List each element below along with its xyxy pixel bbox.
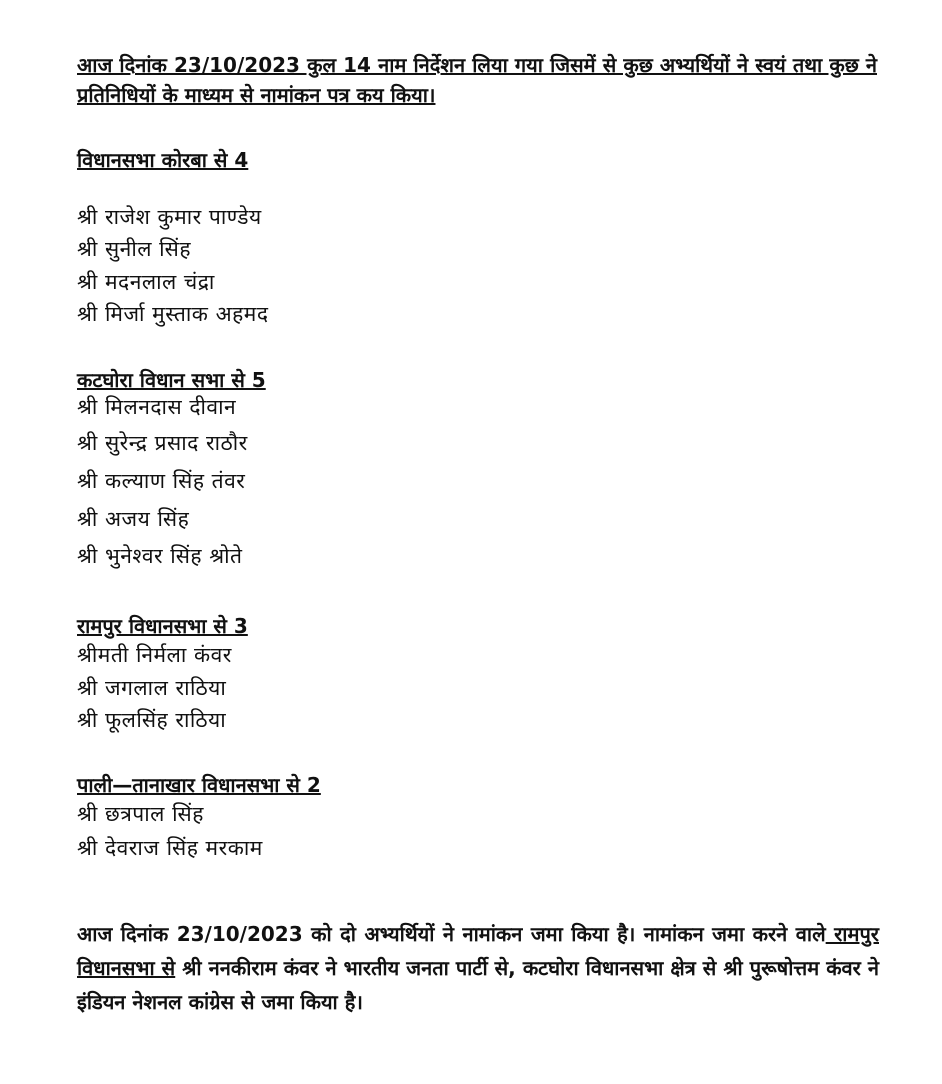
candidate-name: श्री राजेश कुमार पाण्डेय xyxy=(77,205,262,229)
candidate-name: श्री छत्रपाल सिंह xyxy=(77,802,204,826)
closing-paragraph xyxy=(77,917,879,1019)
intro-paragraph: आज दिनांक 23/10/2023 कुल 14 नाम निर्देशन लिया गया जिसमें से कुछ अभ्यर्थियों ने स्वयं तथा कुछ ने प्रतिनिधियों के माध्यम से नामांकन पत्र कय किया। xyxy=(77,53,877,107)
candidate-name: श्री अजय सिंह xyxy=(77,507,190,531)
candidate-name: श्री मिर्जा मुस्ताक अहमद xyxy=(77,302,269,326)
section-title-rampur: रामपुर विधानसभा से 3 xyxy=(77,614,248,638)
candidate-name: श्री भुनेश्वर सिंह श्रोते xyxy=(77,544,243,568)
candidate-name: श्री कल्याण सिंह तंवर xyxy=(77,469,246,493)
section-title-katghora: कटघोरा विधान सभा से 5 xyxy=(77,368,266,392)
candidate-name: श्री जगलाल राठिया xyxy=(77,676,227,700)
section-title-pali-tanakhar: पाली—तानाखार विधानसभा से 2 xyxy=(77,773,321,797)
section-title-korba: विधानसभा कोरबा से 4 xyxy=(77,148,249,172)
candidate-name: श्री मदनलाल चंद्रा xyxy=(77,270,215,294)
closing-text-part1: आज दिनांक 23/10/2023 को दो अभ्यर्थियों ने नामांकन जमा किया है। नामांकन जमा करने वाले xyxy=(77,922,826,946)
candidate-name: श्री मिलनदास दीवान xyxy=(77,395,237,419)
closing-underlined-constituency: रामपुर विधानसभा से xyxy=(77,922,879,980)
candidate-name: श्री देवराज सिंह मरकाम xyxy=(77,836,263,860)
candidate-name: श्री सुनील सिंह xyxy=(77,237,191,261)
closing-text-part2: श्री ननकीराम कंवर ने भारतीय जनता पार्टी से, कटघोरा विधानसभा क्षेत्र से श्री पुरूषोत्तम कंवर ने इंडियन नेशनल कांग्रेस से जमा किया है। xyxy=(77,956,880,1014)
candidate-name: श्री फूलसिंह राठिया xyxy=(77,708,227,732)
candidate-name: श्री सुरेन्द्र प्रसाद राठौर xyxy=(77,431,248,455)
candidate-name: श्रीमती निर्मला कंवर xyxy=(77,643,232,667)
